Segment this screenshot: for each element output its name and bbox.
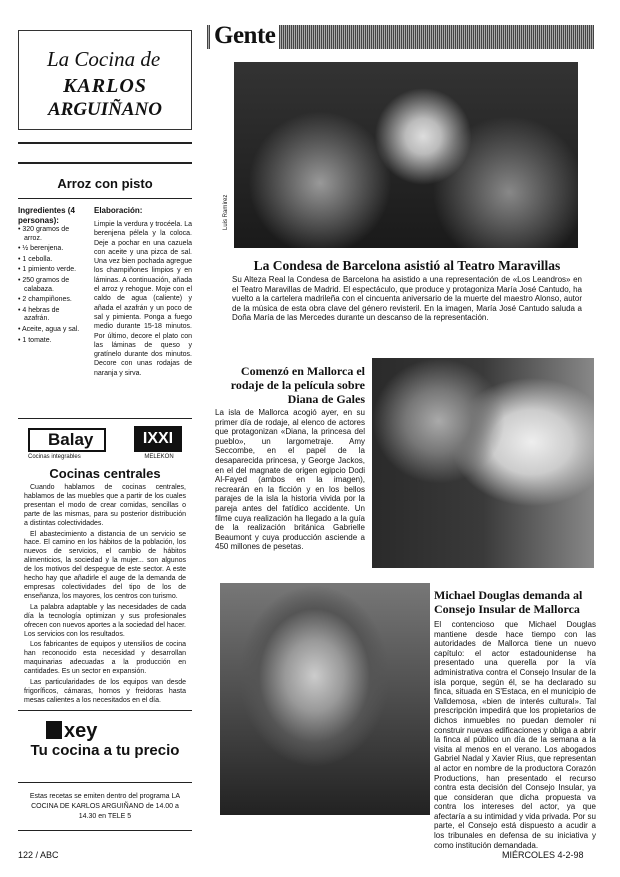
list-item: • 250 gramos de calabaza. — [18, 276, 70, 293]
ingredients-heading: Ingredientes (4 personas): — [18, 206, 75, 225]
divider — [18, 830, 192, 831]
brand-name: KARLOS — [63, 75, 147, 97]
section-title: Gente — [210, 22, 279, 50]
photo-diana-film — [372, 358, 594, 568]
balay-subtitle: Cocinas integrables — [28, 454, 81, 460]
brand-block — [18, 30, 192, 130]
list-item: • ½ berenjena. — [18, 245, 64, 253]
list-item: • 4 hebras de azafrán. — [18, 306, 60, 323]
article-body: La isla de Mallorca acogió ayer, en su primer día de rodaje, al elenco de actores que protagonizan «Diana, la princesa del pueblo», un largometraje. Amy Seccombe, en el papel de la desaparecida princesa, y George Jackos, en el del magnate de origen egipcio Dodi Al-Fayed (ambos en la imagen), recrearán en la ficción y en los bellos parajes de la isla la historia vivida por la pareja antes del fatídico accidente. Un filme cuya realización ha llegado a la guía de la realización británica Gabrielle Beaumont y cuya producción asciende a 450 millones de pesetas. — [215, 408, 365, 552]
xey-logo-text: xey — [64, 720, 98, 742]
melekon-logo: IXXI — [134, 426, 182, 452]
brand-surname: ARGUIÑANO — [47, 99, 163, 120]
paragraph: Cuando hablamos de cocinas centrales, hablamos de las muebles que a partir de los cuales presentan el modo de crear comidas, sencillas o parte de las mismas, para su posterior distribución a distintas colectividades. — [24, 484, 186, 527]
article-body: El contencioso que Michael Douglas mantiene desde hace tiempo con las autoridades de Mallorca tiene un nuevo capítulo: el actor estadounidense ha presentado una querella por la vía administrativa contra el Consejo Insular de la isla porque, según él, se ha declarado su finca, situada en S'Estaca, en el municipio de Valldemosa, «bien de interés cultural». Tal prescripción impedirá que los propietarios de dichos inmuebles no puedan demoler ni construir nuevas edificaciones y obliga a abrir la finca al público un día de la semana a la visita al menos en el verano. Los abogados Gabriel Nadal y Xavier Rius, que representan al actor en nombre de la productora Corazón Productions, han presentado el recurso contra esta decisión del Consejo Insular, ya que consideran que dicha propuesta va contra los intereses del actor, ya que afectaría a su intimidad y vida privada. Por su parte, el Consejo está dispuesto a acudir a los tribunales en defensa de su iniciativa y como institución demandada. — [434, 620, 596, 850]
page-number: 122 / ABC — [18, 850, 59, 860]
divider — [18, 418, 192, 419]
xey-mark-icon — [46, 721, 62, 739]
divider — [18, 710, 192, 711]
list-item: • 1 pimiento verde. — [18, 266, 77, 274]
balay-logo: Balay — [28, 428, 106, 452]
divider — [18, 198, 192, 199]
list-item: • 1 cebolla. — [18, 255, 53, 263]
list-item: • 2 champiñones. — [18, 296, 72, 304]
paragraph: Las particularidades de los equipos van desde frigoríficos, cámaras, hornos y freidoras hasta mesas calientes a los necesitados en el día. — [24, 679, 186, 704]
photo-credit: Luis Ramírez — [223, 194, 229, 230]
paragraph: El abastecimiento a distancia de un servicio se hace. El camino en los hábitos de la población, los nuevos de servicios, el cambio de hábitos alimenticios, la sociedad y la mujer... son algunos de los motivos del despegue de este sector. A este hecho hay que añadirle el auge de la demanda de empresas colectividades del tipo de los de enseñanza, los mayores, los centros con turismo. — [24, 530, 186, 600]
article-headline: Michael Douglas demanda al Consejo Insular de Mallorca — [434, 588, 583, 616]
paragraph: Los fabricantes de equipos y utensilios de cocina han reconocido esta necesidad y desarrollan maquinarias adecuadas a la producción en cantidades. Es un sector en expansión. — [24, 641, 186, 676]
cocinas-text — [24, 484, 186, 708]
photo-condesa — [234, 62, 578, 248]
recipe-title: Arroz con pisto — [57, 176, 153, 191]
list-item: • 1 tomate. — [18, 336, 52, 344]
xey-logo — [46, 720, 126, 744]
melekon-subtitle: MELEKON — [144, 454, 174, 460]
page-date: MIÉRCOLES 4-2-98 — [502, 850, 584, 860]
photo-michael-douglas — [220, 583, 430, 815]
elaboration-text: Limpie la verdura y trocéela. La berenjena pélela y la coloca. Deje a pochar en una cazuela con aceite y una pizca de sal. Una vez bien pochada agregue los champiñones limpios y en láminas. A continuación, añada el arroz y rehogue. Moje con el caldo de agua (caliente) y añada el azafrán y un poco de sal y pimienta. Ponga a fuego medio durante 15-18 minutos. Por último, decore el plato con las láminas de queso y gratínelo durante dos minutos. Decore con unas rodajas de naranja y sirva. — [94, 221, 192, 377]
divider — [18, 142, 192, 144]
ingredients-list — [18, 226, 80, 347]
article-body: Su Alteza Real la Condesa de Barcelona ha asistido a una representación de «Los Leandros» en el Teatro Maravillas de Madrid. El espectáculo, que produce y protagoniza María José Cantudo, ha vuelto a la cartelera madrileña con el cincuenta aniversario de la muerte del maestro Alonso, autor de la música de esta obra clave del género revisteril. En la imagen, María José Cantudo saluda a Doña María de las Mercedes durante un descanso de la representación. — [232, 275, 582, 323]
list-item: • 320 gramos de arroz. — [18, 226, 70, 242]
cocinas-title: Cocinas centrales — [49, 466, 161, 481]
article-headline: Comenzó en Mallorca el rodaje de la película sobre Diana de Gales — [230, 364, 365, 406]
divider — [18, 782, 192, 783]
brand-la: La Cocina de — [47, 47, 161, 71]
list-item: • Aceite, agua y sal. — [18, 325, 80, 333]
elaboration-heading: Elaboración: — [94, 206, 143, 215]
left-column — [18, 30, 192, 845]
article-headline: La Condesa de Barcelona asistió al Teatro Maravillas — [253, 258, 561, 273]
xey-tagline: Tu cocina a tu precio — [30, 742, 180, 759]
program-note: Estas recetas se emiten dentro del programa LA COCINA DE KARLOS ARGUIÑANO de 14.00 a 14.30 en TELE 5 — [29, 793, 181, 820]
divider — [18, 162, 192, 164]
paragraph: La palabra adaptable y las necesidades de cada día la tecnología optimizan y sus profesionales ofrecen con nuevos aportes a la sociedad del hacer. Los servicios con los resultados. — [24, 603, 186, 638]
